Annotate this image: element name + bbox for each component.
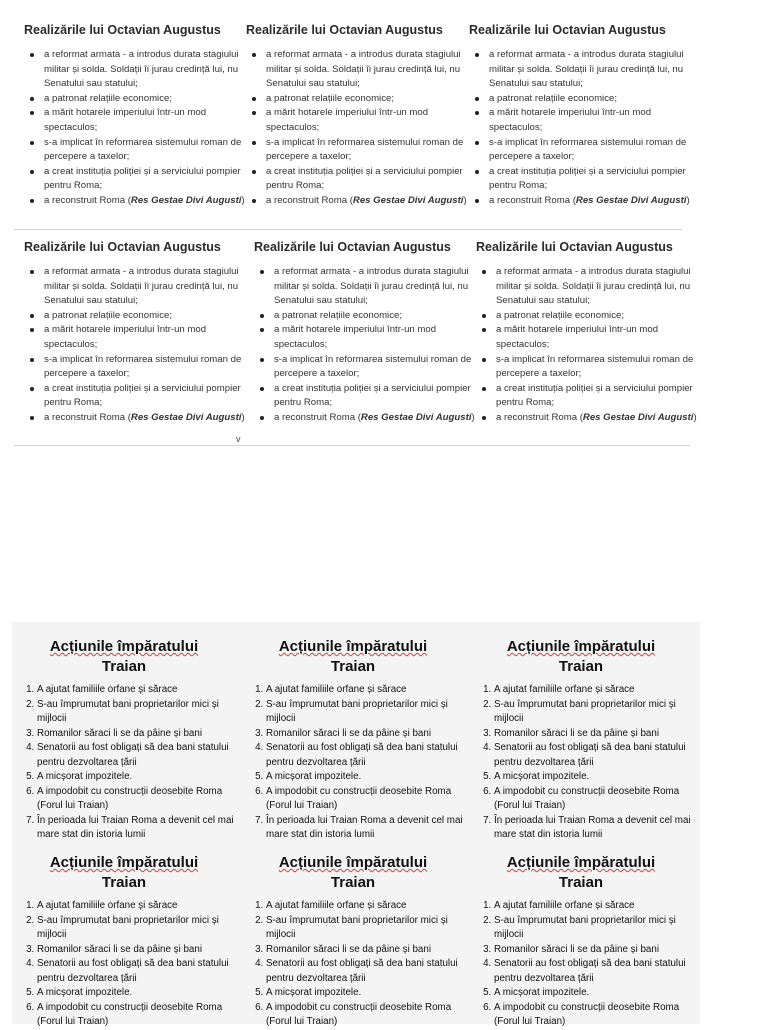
traian-item: 3. Romanilor săraci li se da pâine și bani bbox=[37, 727, 245, 742]
traian-item: 5. A micșorat impozitele. bbox=[266, 770, 474, 785]
traian-item: 7. În perioada lui Traian Roma a devenit cel mai mare stat din istoria lumii bbox=[37, 814, 245, 843]
augustus-item-bold: Res Gestae Divi Augusti bbox=[352, 194, 464, 206]
augustus-card bbox=[254, 240, 476, 426]
augustus-item-bold: Res Gestae Divi Augusti bbox=[130, 194, 242, 206]
augustus-card-title: Realizările lui Octavian Augustus bbox=[246, 23, 443, 37]
augustus-item bbox=[274, 411, 476, 426]
augustus-list bbox=[24, 265, 246, 426]
augustus-item: s-a implicat în reformarea sistemului roman de percepere a taxelor; bbox=[274, 353, 476, 382]
traian-item: 4. Senatorii au fost obligați să dea bani statului pentru dezvoltarea țării bbox=[494, 957, 702, 986]
augustus-list bbox=[476, 265, 698, 426]
augustus-list bbox=[24, 48, 246, 209]
traian-title-line bbox=[474, 853, 688, 873]
augustus-item-bold: Res Gestae Divi Augusti bbox=[360, 411, 472, 423]
traian-list bbox=[246, 683, 474, 843]
augustus-card-title: Realizările lui Octavian Augustus bbox=[254, 240, 451, 254]
traian-item: 7. În perioada lui Traian Roma a devenit cel mai mare stat din istoria lumii bbox=[494, 814, 702, 843]
augustus-item-text: ) bbox=[241, 411, 245, 423]
traian-item: 7. În perioada lui Traian Roma a devenit cel mai mare stat din istoria lumii bbox=[266, 814, 474, 843]
traian-item: 5. A micșorat impozitele. bbox=[266, 986, 474, 1001]
augustus-item: s-a implicat în reformarea sistemului roman de percepere a taxelor; bbox=[489, 136, 691, 165]
augustus-item: a mărit hotarele imperiului într-un mod spectaculos; bbox=[489, 106, 691, 135]
traian-item: 1. A ajutat familiile orfane și sărace bbox=[494, 683, 702, 698]
augustus-item-text: ) bbox=[471, 411, 475, 423]
traian-item: 5. A micșorat impozitele. bbox=[37, 770, 245, 785]
traian-item: 2. S-au împrumutat bani proprietarilor mici și mijlocii bbox=[37, 698, 245, 727]
traian-item: 6. A impodobit cu construcții deosebite Roma (Forul lui Traian) bbox=[37, 1001, 245, 1030]
traian-item: 5. A micșorat impozitele. bbox=[494, 986, 702, 1001]
augustus-item: a reformat armata - a introdus durata stagiului militar și solda. Soldații îi jurau credință lui, nu Senatului sau statului; bbox=[489, 48, 691, 92]
traian-list bbox=[246, 899, 474, 1030]
traian-title-line bbox=[17, 637, 231, 657]
traian-item: 2. S-au împrumutat bani proprietarilor mici și mijlocii bbox=[494, 914, 702, 943]
traian-item: 4. Senatorii au fost obligați să dea bani statului pentru dezvoltarea țării bbox=[494, 741, 702, 770]
traian-card-title bbox=[17, 637, 245, 677]
traian-card-title bbox=[474, 853, 702, 893]
traian-item: 2. S-au împrumutat bani proprietarilor mici și mijlocii bbox=[494, 698, 702, 727]
augustus-item-text: ) bbox=[686, 194, 690, 206]
augustus-item-bold: Res Gestae Divi Augusti bbox=[575, 194, 687, 206]
traian-item: 5. A micșorat impozitele. bbox=[494, 770, 702, 785]
augustus-item-bold: Res Gestae Divi Augusti bbox=[582, 411, 694, 423]
traian-card-title bbox=[246, 853, 474, 893]
augustus-item-text: ) bbox=[463, 194, 467, 206]
traian-card bbox=[474, 637, 702, 843]
augustus-item: a patronat relațiile economice; bbox=[496, 309, 698, 324]
row-divider bbox=[14, 229, 682, 230]
augustus-item: a mărit hotarele imperiului într-un mod spectaculos; bbox=[274, 323, 476, 352]
traian-item: 6. A impodobit cu construcții deosebite Roma (Forul lui Traian) bbox=[494, 785, 702, 814]
augustus-item: a patronat relațiile economice; bbox=[274, 309, 476, 324]
traian-card bbox=[246, 637, 474, 843]
augustus-item: a mărit hotarele imperiului într-un mod spectaculos; bbox=[44, 323, 246, 352]
augustus-card bbox=[469, 23, 691, 209]
augustus-list bbox=[254, 265, 476, 426]
augustus-item bbox=[44, 194, 246, 209]
augustus-item bbox=[496, 411, 698, 426]
traian-item: 3. Romanilor săraci li se da pâine și bani bbox=[494, 727, 702, 742]
traian-list bbox=[17, 683, 245, 843]
augustus-card bbox=[476, 240, 698, 426]
traian-card-title bbox=[474, 637, 702, 677]
stray-mark: v bbox=[236, 434, 241, 444]
traian-title-text: Acțiunile împăratului bbox=[49, 638, 199, 655]
traian-item: 1. A ajutat familiile orfane și sărace bbox=[266, 899, 474, 914]
augustus-item: a patronat relațiile economice; bbox=[266, 92, 468, 107]
augustus-item: s-a implicat în reformarea sistemului roman de percepere a taxelor; bbox=[496, 353, 698, 382]
traian-card bbox=[17, 853, 245, 1030]
traian-item: 2. S-au împrumutat bani proprietarilor mici și mijlocii bbox=[266, 698, 474, 727]
traian-item: 5. A micșorat impozitele. bbox=[37, 986, 245, 1001]
augustus-item: a patronat relațiile economice; bbox=[44, 92, 246, 107]
augustus-item: a reformat armata - a introdus durata stagiului militar și solda. Soldații îi jurau credință lui, nu Senatului sau statului; bbox=[266, 48, 468, 92]
augustus-item: a creat instituția poliției și a serviciului pompier pentru Roma; bbox=[44, 382, 246, 411]
traian-item: 3. Romanilor săraci li se da pâine și bani bbox=[266, 727, 474, 742]
traian-card-title bbox=[246, 637, 474, 677]
augustus-item: s-a implicat în reformarea sistemului roman de percepere a taxelor; bbox=[44, 353, 246, 382]
traian-list bbox=[474, 899, 702, 1030]
augustus-item bbox=[489, 194, 691, 209]
traian-list bbox=[474, 683, 702, 843]
traian-item: 4. Senatorii au fost obligați să dea bani statului pentru dezvoltarea țării bbox=[37, 957, 245, 986]
traian-title-text: Acțiunile împăratului bbox=[49, 854, 199, 871]
augustus-item: a creat instituția poliției și a serviciului pompier pentru Roma; bbox=[489, 165, 691, 194]
augustus-item-text: a reconstruit Roma ( bbox=[266, 194, 353, 206]
augustus-item-text: a reconstruit Roma ( bbox=[44, 411, 131, 423]
augustus-item-text: a reconstruit Roma ( bbox=[489, 194, 576, 206]
augustus-item: a patronat relațiile economice; bbox=[489, 92, 691, 107]
augustus-item: a creat instituția poliției și a serviciului pompier pentru Roma; bbox=[44, 165, 246, 194]
augustus-card-title: Realizările lui Octavian Augustus bbox=[24, 23, 221, 37]
traian-title-line bbox=[246, 637, 460, 657]
augustus-item-bold: Res Gestae Divi Augusti bbox=[130, 411, 242, 423]
traian-item: 6. A impodobit cu construcții deosebite Roma (Forul lui Traian) bbox=[266, 785, 474, 814]
traian-card bbox=[246, 853, 474, 1030]
traian-item: 3. Romanilor săraci li se da pâine și bani bbox=[37, 943, 245, 958]
augustus-item-text: ) bbox=[693, 411, 697, 423]
augustus-item: s-a implicat în reformarea sistemului roman de percepere a taxelor; bbox=[266, 136, 468, 165]
traian-item: 2. S-au împrumutat bani proprietarilor mici și mijlocii bbox=[37, 914, 245, 943]
traian-title-line bbox=[474, 637, 688, 657]
augustus-card-title: Realizările lui Octavian Augustus bbox=[476, 240, 673, 254]
traian-item: 1. A ajutat familiile orfane și sărace bbox=[37, 683, 245, 698]
traian-item: 3. Romanilor săraci li se da pâine și bani bbox=[266, 943, 474, 958]
traian-item: 2. S-au împrumutat bani proprietarilor mici și mijlocii bbox=[266, 914, 474, 943]
traian-title-line: Traian bbox=[330, 874, 376, 891]
augustus-card bbox=[24, 240, 246, 426]
augustus-item: a creat instituția poliției și a serviciului pompier pentru Roma; bbox=[274, 382, 476, 411]
augustus-item: a mărit hotarele imperiului într-un mod spectaculos; bbox=[496, 323, 698, 352]
augustus-card-title: Realizările lui Octavian Augustus bbox=[24, 240, 221, 254]
augustus-item: a reformat armata - a introdus durata stagiului militar și solda. Soldații îi jurau credință lui, nu Senatului sau statului; bbox=[44, 48, 246, 92]
traian-title-text: Acțiunile împăratului bbox=[506, 854, 656, 871]
traian-title-line: Traian bbox=[330, 658, 376, 675]
traian-card-title bbox=[17, 853, 245, 893]
traian-item: 6. A impodobit cu construcții deosebite Roma (Forul lui Traian) bbox=[494, 1001, 702, 1030]
augustus-item-text: a reconstruit Roma ( bbox=[44, 194, 131, 206]
augustus-item-text: ) bbox=[241, 194, 245, 206]
augustus-item: s-a implicat în reformarea sistemului roman de percepere a taxelor; bbox=[44, 136, 246, 165]
traian-list bbox=[17, 899, 245, 1030]
traian-item: 4. Senatorii au fost obligați să dea bani statului pentru dezvoltarea țării bbox=[37, 741, 245, 770]
traian-card bbox=[474, 853, 702, 1030]
augustus-card bbox=[24, 23, 246, 209]
augustus-card bbox=[246, 23, 468, 209]
traian-item: 1. A ajutat familiile orfane și sărace bbox=[494, 899, 702, 914]
traian-item: 6. A impodobit cu construcții deosebite Roma (Forul lui Traian) bbox=[266, 1001, 474, 1030]
augustus-item: a creat instituția poliției și a serviciului pompier pentru Roma; bbox=[266, 165, 468, 194]
row-divider bbox=[14, 445, 690, 446]
augustus-list bbox=[246, 48, 468, 209]
augustus-item bbox=[266, 194, 468, 209]
traian-title-line bbox=[246, 853, 460, 873]
augustus-item: a reformat armata - a introdus durata stagiului militar și solda. Soldații îi jurau credință lui, nu Senatului sau statului; bbox=[274, 265, 476, 309]
traian-item: 4. Senatorii au fost obligați să dea bani statului pentru dezvoltarea țării bbox=[266, 741, 474, 770]
traian-item: 6. A impodobit cu construcții deosebite Roma (Forul lui Traian) bbox=[37, 785, 245, 814]
augustus-item-text: a reconstruit Roma ( bbox=[274, 411, 361, 423]
traian-card bbox=[17, 637, 245, 843]
augustus-item bbox=[44, 411, 246, 426]
augustus-item-text: a reconstruit Roma ( bbox=[496, 411, 583, 423]
augustus-card-title: Realizările lui Octavian Augustus bbox=[469, 23, 666, 37]
augustus-item: a mărit hotarele imperiului într-un mod spectaculos; bbox=[266, 106, 468, 135]
augustus-list bbox=[469, 48, 691, 209]
traian-item: 3. Romanilor săraci li se da pâine și bani bbox=[494, 943, 702, 958]
traian-title-line bbox=[17, 853, 231, 873]
traian-item: 4. Senatorii au fost obligați să dea bani statului pentru dezvoltarea țării bbox=[266, 957, 474, 986]
traian-title-line: Traian bbox=[101, 658, 147, 675]
traian-item: 1. A ajutat familiile orfane și sărace bbox=[37, 899, 245, 914]
traian-title-text: Acțiunile împăratului bbox=[506, 638, 656, 655]
traian-item: 1. A ajutat familiile orfane și sărace bbox=[266, 683, 474, 698]
augustus-item: a creat instituția poliției și a serviciului pompier pentru Roma; bbox=[496, 382, 698, 411]
traian-title-line: Traian bbox=[101, 874, 147, 891]
augustus-item: a mărit hotarele imperiului într-un mod spectaculos; bbox=[44, 106, 246, 135]
augustus-item: a reformat armata - a introdus durata stagiului militar și solda. Soldații îi jurau credință lui, nu Senatului sau statului; bbox=[44, 265, 246, 309]
augustus-item: a reformat armata - a introdus durata stagiului militar și solda. Soldații îi jurau credință lui, nu Senatului sau statului; bbox=[496, 265, 698, 309]
traian-title-text: Acțiunile împăratului bbox=[278, 854, 428, 871]
augustus-item: a patronat relațiile economice; bbox=[44, 309, 246, 324]
traian-title-line: Traian bbox=[558, 658, 604, 675]
traian-title-line: Traian bbox=[558, 874, 604, 891]
traian-title-text: Acțiunile împăratului bbox=[278, 638, 428, 655]
